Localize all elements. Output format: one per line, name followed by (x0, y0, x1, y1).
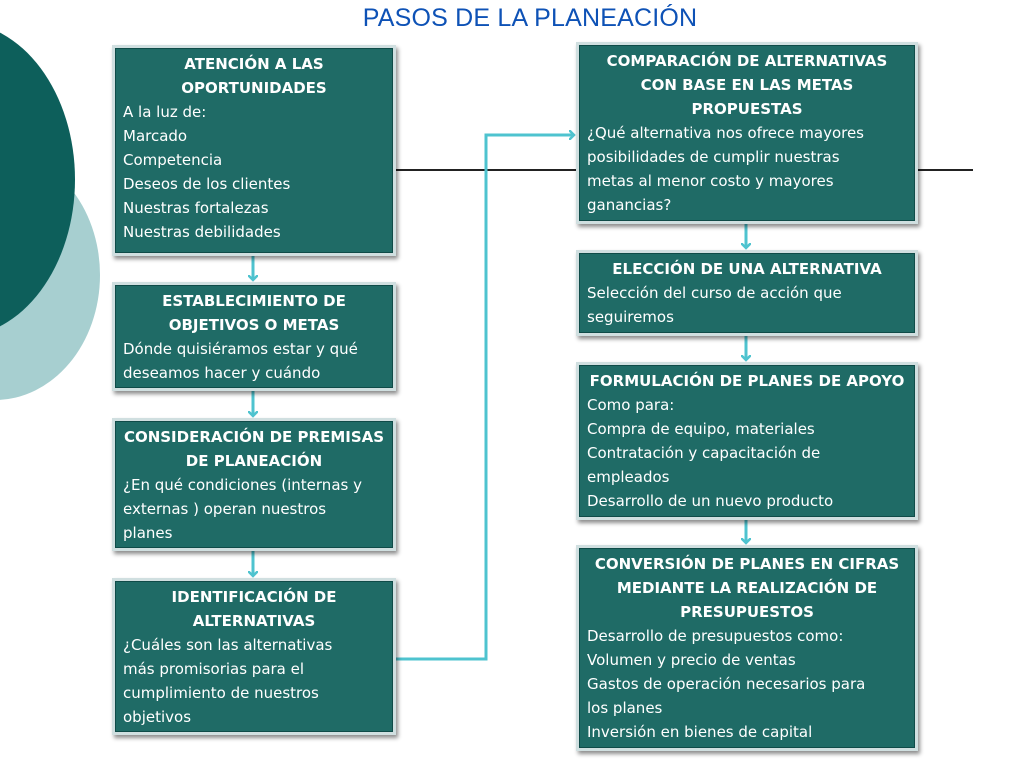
box-heading: COMPARACIÓN DE ALTERNATIVAS CON BASE EN LAS METAS PROPUESTAS (606, 52, 888, 118)
box-heading: FORMULACIÓN DE PLANES DE APOYO (589, 372, 905, 390)
box-conversion-planes: CONVERSIÓN DE PLANES EN CIFRAS MEDIANTE LA REALIZACIÓN DE PRESUPUESTOS Desarrollo de presupuestos como: Volumen y precio de ventas Gastos de operación necesarios para los planes Inversión en bienes de capital (576, 545, 918, 751)
box-atencion-oportunidades: ATENCIÓN A LAS OPORTUNIDADES A la luz de: Marcado Competencia Deseos de los clientes Nuestras fortalezas Nuestras debilidades (112, 45, 396, 256)
box-establecimiento-objetivos: ESTABLECIMIENTO DE OBJETIVOS O METAS Dónde quisiéramos estar y qué deseamos hacer y cuándo (112, 282, 396, 391)
box-heading: ELECCIÓN DE UNA ALTERNATIVA (612, 260, 882, 278)
box-identificacion-alternativas: IDENTIFICACIÓN DE ALTERNATIVAS ¿Cuáles son las alternativas más promisorias para el cumplimiento de nuestros objetivos (112, 578, 396, 735)
box-consideracion-premisas: CONSIDERACIÓN DE PREMISAS DE PLANEACIÓN ¿En qué condiciones (internas y externas ) operan nuestros planes (112, 418, 396, 551)
box-formulacion-planes: FORMULACIÓN DE PLANES DE APOYO Como para: Compra de equipo, materiales Contratación y capacitación de empleados Desarrollo de un nuevo producto (576, 362, 918, 520)
arrow-4-5 (396, 135, 574, 659)
box-comparacion-alternativas: COMPARACIÓN DE ALTERNATIVAS CON BASE EN LAS METAS PROPUESTAS ¿Qué alternativa nos ofrece mayores posibilidades de cumplir nuestras metas al menor costo y mayores ganancias? (576, 42, 918, 224)
box-heading: CONVERSIÓN DE PLANES EN CIFRAS MEDIANTE LA REALIZACIÓN DE PRESUPUESTOS (594, 555, 900, 621)
page-title: PASOS DE LA PLANEACIÓN (362, 4, 698, 32)
box-heading: CONSIDERACIÓN DE PREMISAS DE PLANEACIÓN (123, 428, 385, 470)
box-heading: IDENTIFICACIÓN DE ALTERNATIVAS (171, 588, 337, 630)
box-heading: ATENCIÓN A LAS OPORTUNIDADES (181, 55, 327, 97)
box-eleccion-alternativa: ELECCIÓN DE UNA ALTERNATIVA Selección del curso de acción que seguiremos (576, 250, 918, 336)
box-heading: ESTABLECIMIENTO DE OBJETIVOS O METAS (162, 292, 346, 334)
